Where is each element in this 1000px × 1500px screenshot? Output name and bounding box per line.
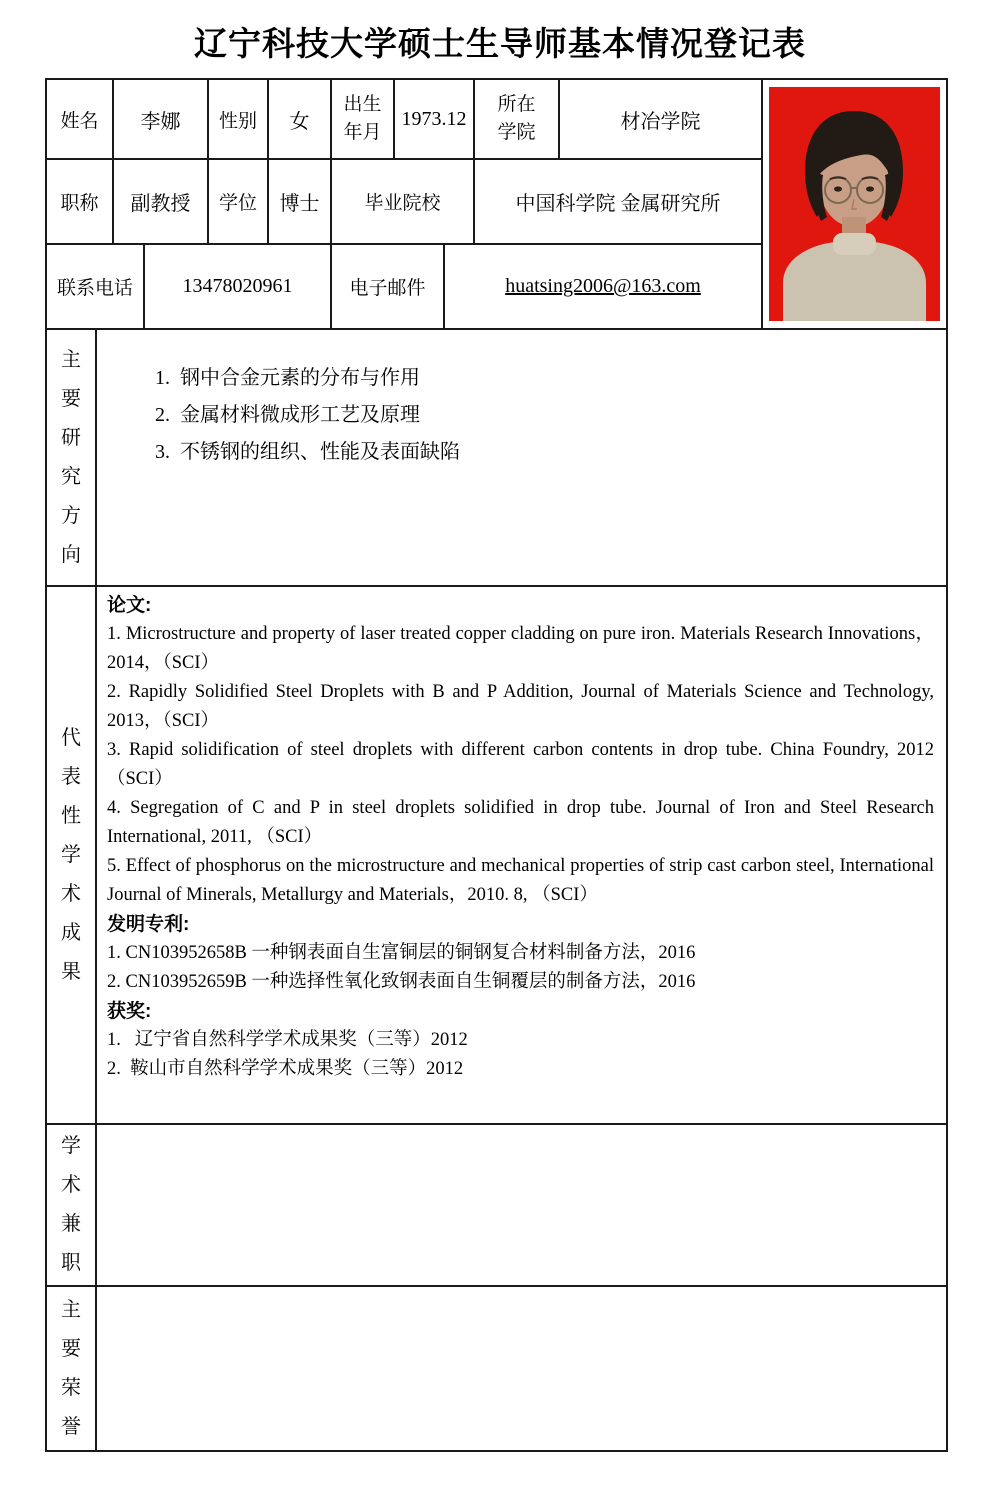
research-item: 1. 钢中合金元素的分布与作用 [155, 367, 420, 389]
paper-item: 5. Effect of phosphorus on the microstructure and mechanical properties of strip cast carbon steel, International Journal of Minerals, Metallurgy and Materials，2010. 8, （SCI） [107, 856, 939, 905]
paper-item: 4. Segregation of C and P in steel droplets solidified in drop tube. Journal of Iron and Steel Research International, 2011, （SCI） [107, 798, 939, 847]
birth-date-value: 1973.12 [395, 80, 475, 158]
table-row [47, 80, 761, 160]
name-value: 李娜 [114, 80, 209, 158]
graduation-school-label: 毕业院校 [332, 160, 475, 243]
job-title-value: 副教授 [114, 160, 209, 243]
degree-value: 博士 [269, 160, 332, 243]
patents-header: 发明专利: [107, 914, 190, 935]
patent-item: 2. CN103952659B 一种选择性氧化致钢表面自生铜覆层的制备方法，2016 [107, 972, 696, 992]
job-title-label: 职称 [47, 160, 114, 243]
academic-positions-section [47, 1125, 946, 1287]
award-item: 1. 辽宁省自然科学学术成果奖（三等）2012 [107, 1030, 468, 1050]
college-value: 材冶学院 [620, 110, 701, 133]
academic-positions-content [97, 1125, 946, 1285]
research-directions-section [47, 330, 946, 587]
birth-date-label: 出生年月 [332, 80, 395, 158]
academic-positions-label: 学术兼职 [47, 1125, 97, 1285]
achievements-content [97, 587, 946, 1123]
research-item: 2. 金属材料微成形工艺及原理 [155, 404, 420, 426]
graduation-school-value: 中国科学院 金属研究所 [515, 193, 721, 215]
email-label: 电子邮件 [332, 245, 445, 328]
main-honors-section [47, 1287, 946, 1450]
research-directions-content [97, 330, 946, 585]
main-honors-content [97, 1287, 946, 1450]
basic-info-block [47, 80, 946, 330]
name-label: 姓名 [47, 80, 114, 158]
id-photo [763, 80, 946, 328]
registration-form-table [45, 78, 948, 1452]
awards-header: 获奖: [107, 1001, 152, 1022]
gender-label: 性别 [209, 80, 269, 158]
achievements-section [47, 587, 946, 1125]
table-row [47, 245, 761, 328]
page-title: 辽宁科技大学硕士生导师基本情况登记表 [194, 27, 806, 63]
table-row [47, 160, 761, 245]
achievements-label: 代表性学术成果 [47, 587, 97, 1123]
research-directions-label: 主要研究方向 [47, 330, 97, 585]
paper-item: 3. Rapid solidification of steel droplets with different carbon contents in drop tube. China Foundry, 2012 （SCI） [107, 740, 939, 789]
degree-label: 学位 [209, 160, 269, 243]
phone-label: 联系电话 [47, 245, 145, 328]
paper-item: 1. Microstructure and property of laser treated copper cladding on pure iron. Materials Research Innovations，2014，（SCI） [107, 624, 934, 673]
research-item: 3. 不锈钢的组织、性能及表面缺陷 [155, 441, 460, 463]
gender-value: 女 [269, 80, 332, 158]
paper-item: 2. Rapidly Solidified Steel Droplets with B and P Addition, Journal of Materials Science and Technology, 2013，（SCI） [107, 682, 939, 731]
phone-value: 13478020961 [145, 245, 332, 328]
portrait-photo-graphic [769, 87, 940, 321]
email-link[interactable]: huatsing2006@163.com [505, 275, 701, 297]
email-cell [445, 245, 761, 328]
college-label: 所在学院 [475, 80, 560, 158]
award-item: 2. 鞍山市自然科学学术成果奖（三等）2012 [107, 1059, 464, 1079]
patent-item: 1. CN103952658B 一种钢表面自生富铜层的铜钢复合材料制备方法，2016 [107, 943, 696, 963]
papers-header: 论文: [107, 595, 152, 616]
main-honors-label: 主要荣誉 [47, 1287, 97, 1450]
